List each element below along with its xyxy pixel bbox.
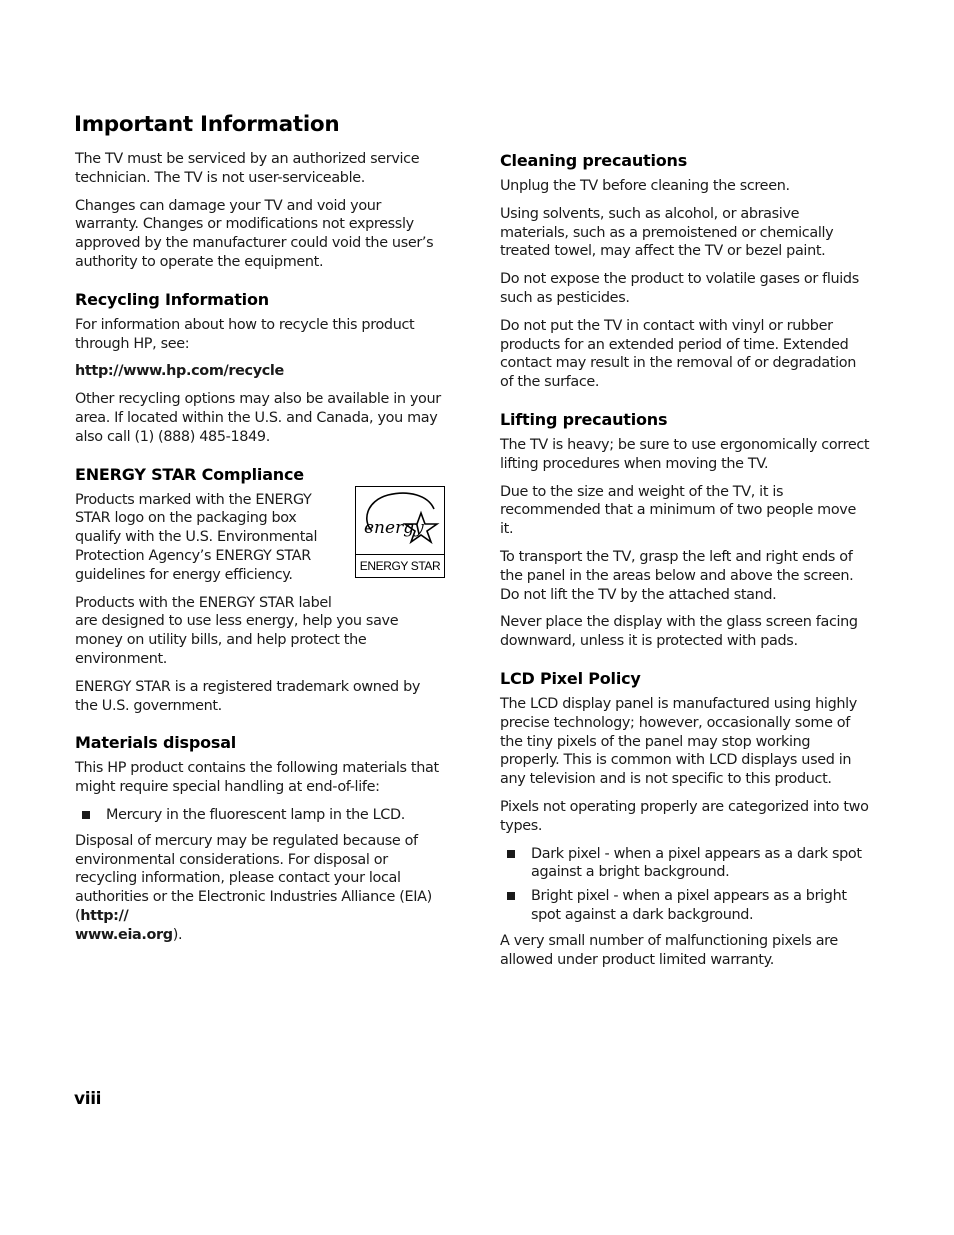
cleaning-heading: Cleaning precautions: [500, 151, 688, 170]
lcd-paragraph: The LCD display panel is manufactured using highly precise technology; however, occasionally some of the tiny pixels of the panel may stop working properly. This is common with LCD displays used in any television and is not specific to this product.: [500, 695, 857, 788]
recycling-paragraph: Other recycling options may also be available in your area. If located within the U.S. and Canada, you may also call (1) (888) 485-1849.: [75, 391, 441, 445]
cleaning-paragraph: Do not expose the product to volatile gases or fluids such as pesticides.: [500, 271, 859, 306]
lifting-heading: Lifting precautions: [500, 409, 668, 429]
energy-star-paragraph: Products with the ENERGY STAR label: [75, 594, 332, 611]
list-item-text: Mercury in the fluorescent lamp in the LCD.: [106, 806, 405, 823]
intro-paragraph: The TV must be serviced by an authorized service technician. The TV is not user-serviceable.: [75, 151, 420, 186]
lcd-paragraph: A very small number of malfunctioning pixels are allowed under product limited warranty.: [500, 932, 838, 968]
energy-star-paragraph: are designed to use less energy, help you save money on utility bills, and help protect the environment.: [75, 613, 399, 667]
materials-heading: Materials disposal: [75, 733, 237, 753]
energy-star-paragraph: ENERGY STAR is a registered trademark owned by the U.S. government.: [75, 678, 421, 714]
lifting-paragraph: The TV is heavy; be sure to use ergonomically correct lifting procedures when moving the TV.: [500, 436, 870, 472]
list-item: [500, 845, 870, 883]
materials-list: [75, 806, 445, 825]
lcd-paragraph: Pixels not operating properly are categorized into two types.: [500, 798, 869, 834]
intro-paragraph: Changes can damage your TV and void your warranty. Changes or modifications not expressly approved by the manufacturer could void the user’s authority to operate the equipment.: [75, 197, 434, 270]
lifting-paragraph: To transport the TV, grasp the left and right ends of the panel in the areas below and above the screen. Do not lift the TV by the attached stand.: [500, 548, 854, 603]
list-item-text: Dark pixel - when a pixel appears as a dark spot against a bright background.: [531, 845, 862, 881]
list-item: [500, 887, 870, 925]
recycle-url-link[interactable]: http://www.hp.com/recycle: [75, 363, 284, 380]
pixel-types-list: [500, 845, 870, 925]
lcd-pixel-policy-heading: LCD Pixel Policy: [500, 668, 641, 688]
energy-star-section: [75, 491, 445, 613]
page-number: viii: [74, 1089, 102, 1109]
materials-text: Disposal of mercury may be regulated because of environmental considerations. For disposal or recycling information, please contact your local authorities or the Electronic Industries Alliance (EIA) (: [75, 832, 432, 924]
list-item: [75, 806, 445, 825]
page-title: Important Information: [74, 112, 340, 137]
energy-star-swoosh-icon: [356, 487, 444, 554]
energy-star-logo-label: ENERGY STAR: [356, 554, 444, 577]
lifting-paragraph: Never place the display with the glass screen facing downward, unless it is protected with pads.: [500, 614, 858, 650]
materials-text: ).: [172, 926, 183, 943]
list-item-text: Bright pixel - when a pixel appears as a bright spot against a dark background.: [531, 888, 847, 923]
left-column: [75, 150, 445, 954]
recycling-paragraph: For information about how to recycle this product through HP, see:: [75, 316, 415, 352]
lifting-paragraph: Due to the size and weight of the TV, it is recommended that a minimum of two people move it.: [500, 483, 856, 538]
energy-star-heading: ENERGY STAR Compliance: [75, 464, 304, 484]
energy-star-logo: [355, 486, 445, 578]
energy-script-text: energy: [364, 517, 424, 538]
bullet-square-icon: [507, 892, 515, 900]
recycling-heading: Recycling Information: [75, 289, 269, 309]
cleaning-paragraph: Unplug the TV before cleaning the screen.: [500, 178, 790, 194]
right-column: [500, 150, 870, 978]
bullet-square-icon: [82, 811, 90, 819]
materials-paragraph: [75, 832, 445, 945]
cleaning-paragraph: Do not put the TV in contact with vinyl or rubber products for an extended period of time. Extended contact may result in the removal of or degradation of the surface.: [500, 317, 856, 391]
bullet-square-icon: [507, 850, 515, 858]
cleaning-paragraph: Using solvents, such as alcohol, or abrasive materials, such as a premoistened or chemically treated towel, may affect the TV or bezel paint.: [500, 205, 834, 260]
materials-paragraph: This HP product contains the following materials that might require special handling at end-of-life:: [75, 760, 439, 796]
eia-url-link[interactable]: http:// www.eia.org: [75, 907, 173, 943]
energy-star-paragraph: Products marked with the ENERGY STAR logo on the packaging box qualify with the U.S. Environmental Protection Agency’s ENERGY STAR guidelines for energy efficiency.: [75, 491, 318, 583]
